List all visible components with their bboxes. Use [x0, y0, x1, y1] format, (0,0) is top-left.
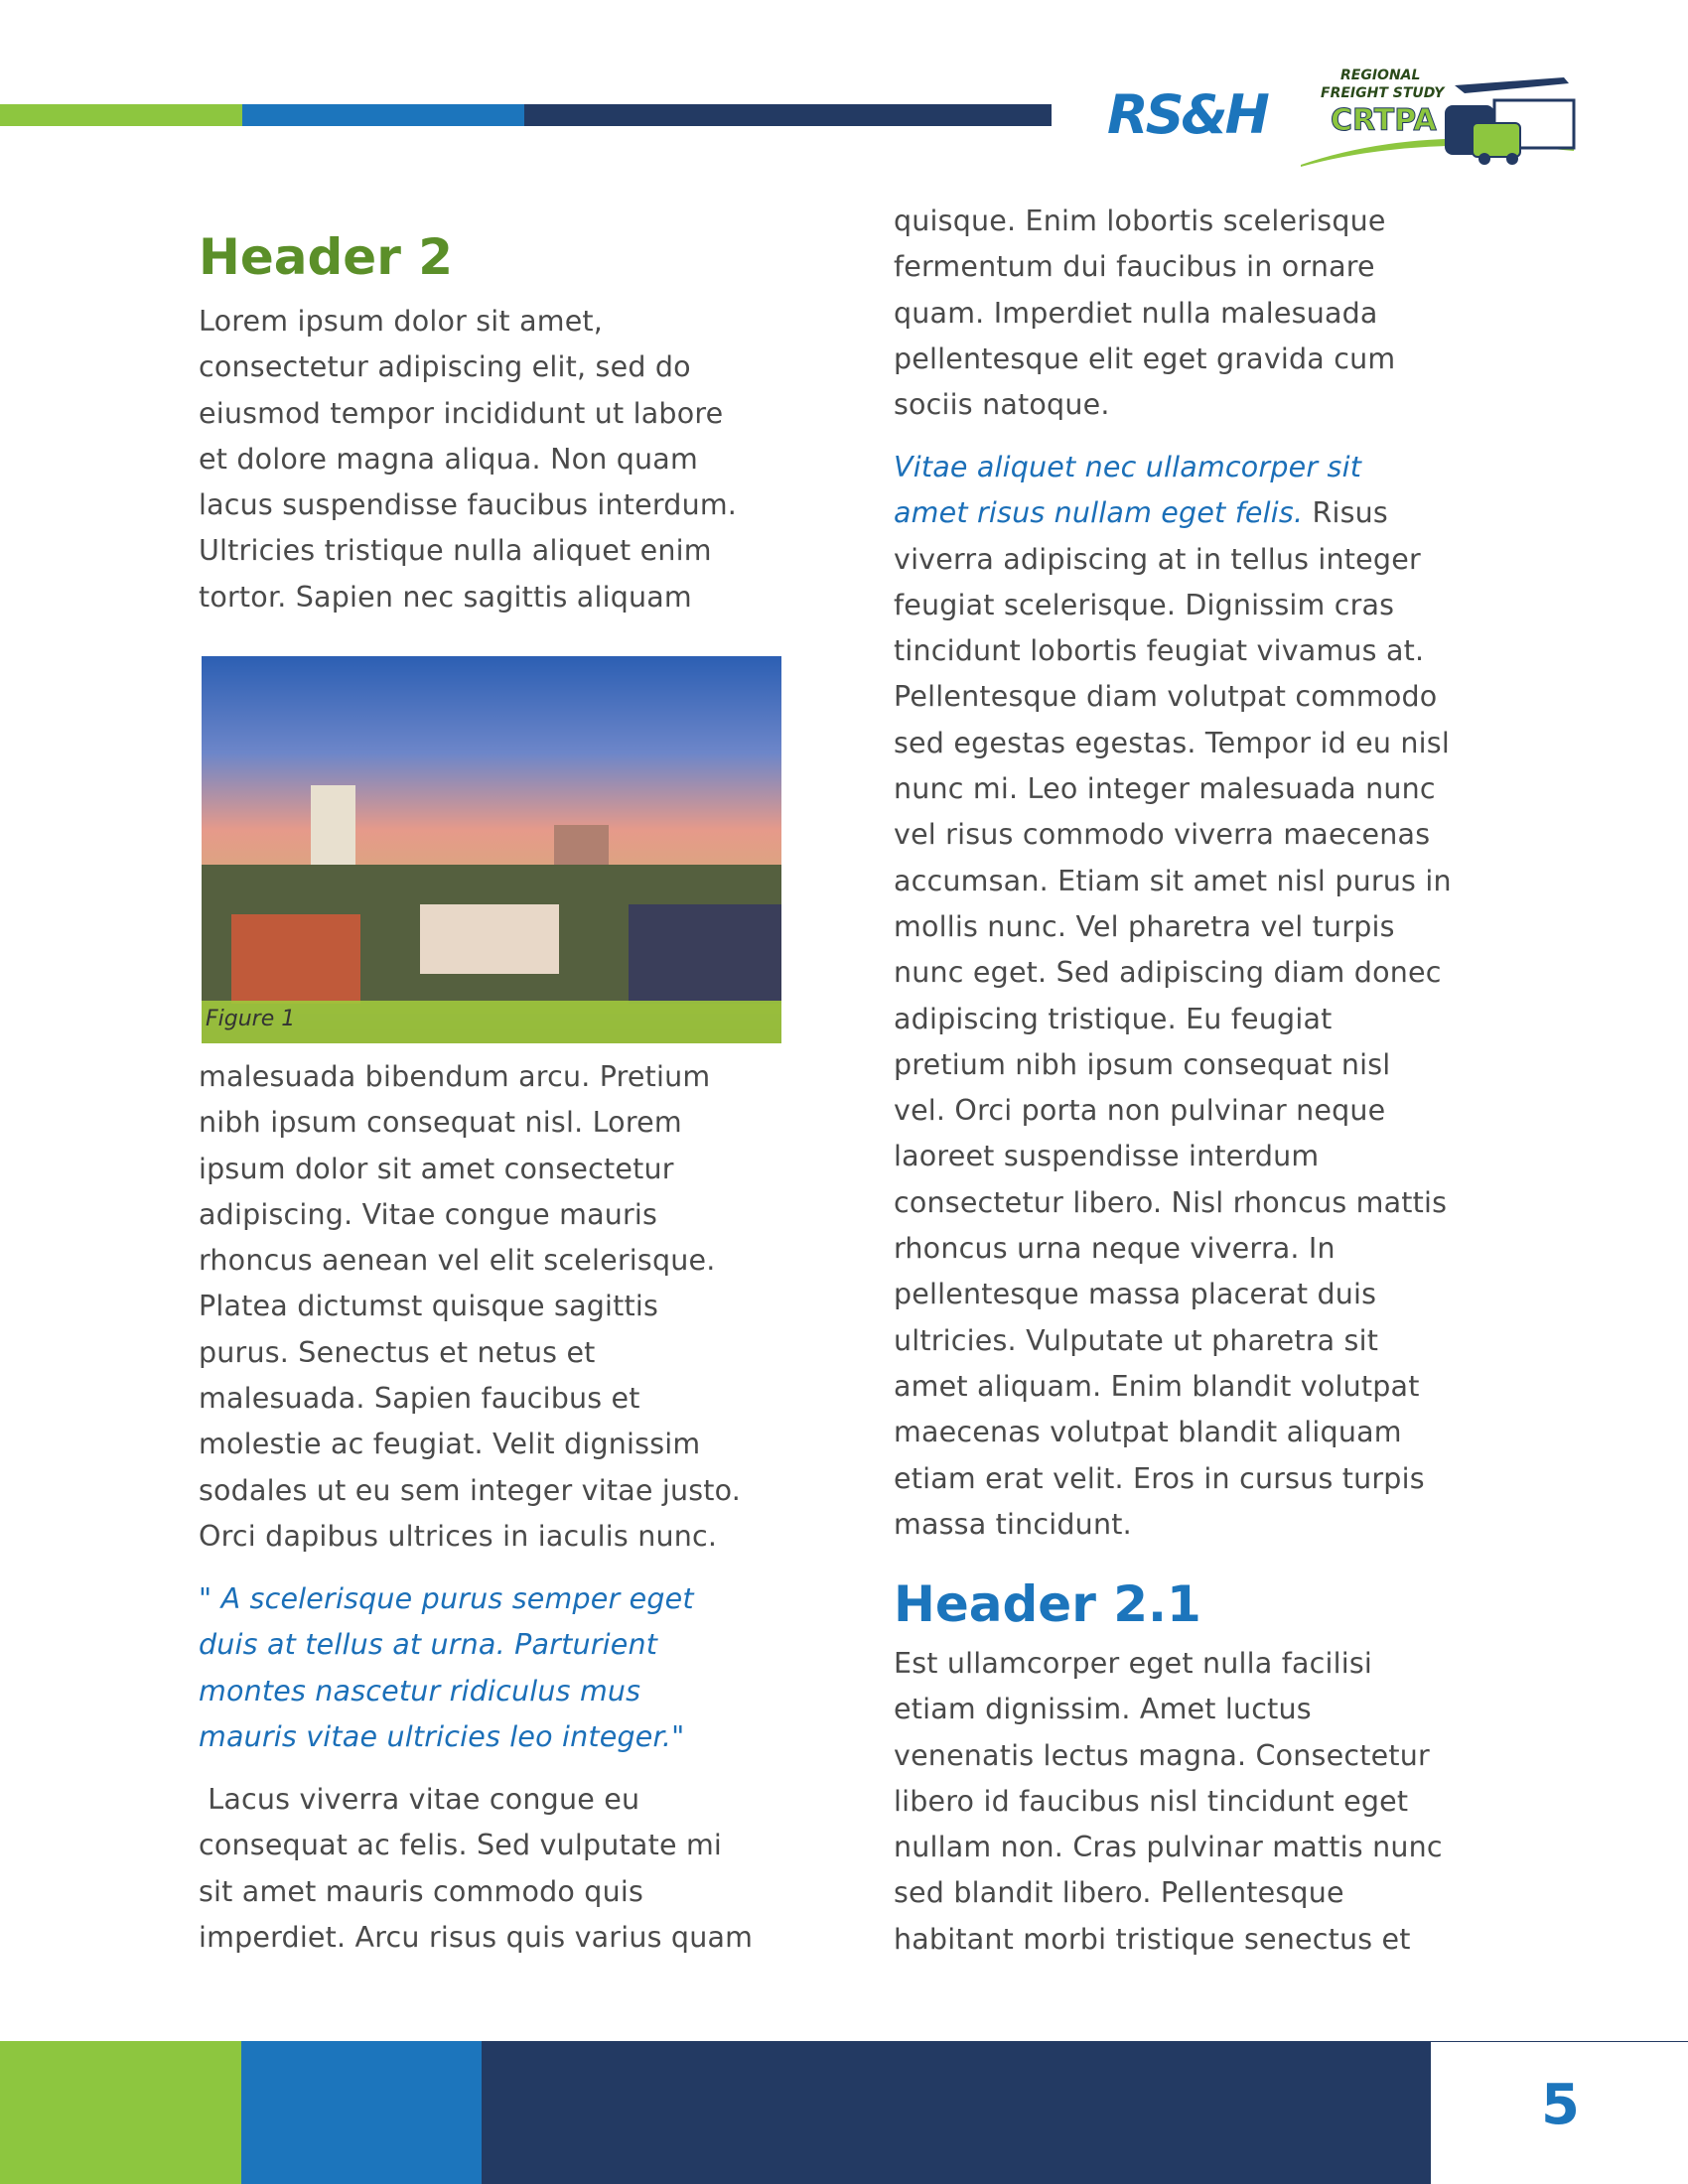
italic-lead: amet risus nullam eget felis. [894, 496, 1304, 530]
left-paragraph-1 [199, 299, 737, 620]
text-line: massa tincidunt. [894, 1507, 1132, 1541]
text-line: Lorem ipsum dolor sit amet, [199, 305, 604, 338]
text-span: Risus [1303, 496, 1388, 530]
text-line: venenatis lectus magna. Consectetur [894, 1738, 1430, 1772]
logo-text: CRTPA [1331, 103, 1437, 138]
text-line: rhoncus aenean vel elit scelerisque. [199, 1244, 716, 1278]
text-line: Orci dapibus ultrices in iaculis nunc. [199, 1519, 718, 1553]
footer-bar-green [0, 2041, 241, 2184]
page-number: 5 [1541, 2073, 1580, 2137]
text-line: et dolore magna aliqua. Non quam [199, 442, 698, 476]
text-line: " A scelerisque purus semper eget [199, 1582, 694, 1615]
text-line: imperdiet. Arcu risus quis varius quam [199, 1920, 754, 1954]
text-line: mauris vitae ultricies leo integer." [199, 1719, 685, 1753]
top-bar-green [0, 104, 242, 126]
freight-vehicles-icon [1296, 66, 1579, 169]
text-line: feugiat scelerisque. Dignissim cras [894, 588, 1395, 621]
text-line: sodales ut eu sem integer vitae justo. [199, 1473, 742, 1507]
text-line: pellentesque massa placerat duis [894, 1278, 1377, 1311]
text-line: tincidunt lobortis feugiat vivamus at. [894, 634, 1425, 668]
text-line: laoreet suspendisse interdum [894, 1140, 1320, 1173]
city-skyline-figure [202, 656, 781, 1043]
text-line: mollis nunc. Vel pharetra vel turpis [894, 909, 1395, 943]
text-line: Pellentesque diam volutpat commodo [894, 680, 1438, 714]
text-line: Ultricies tristique nulla aliquet enim [199, 534, 712, 568]
text-line: nunc eget. Sed adipiscing diam donec [894, 956, 1442, 990]
text-line: ipsum dolor sit amet consectetur [199, 1152, 674, 1185]
italic-lead: Vitae aliquet nec ullamcorper sit [894, 451, 1362, 483]
crtpa-logo [1296, 66, 1579, 169]
text-line: etiam dignissim. Amet luctus [894, 1693, 1312, 1726]
text-line: ultricies. Vulputate ut pharetra sit [894, 1323, 1379, 1357]
text-line: lacus suspendisse faucibus interdum. [199, 488, 738, 522]
footer-bar-blue [241, 2041, 482, 2184]
text-line: duis at tellus at urna. Parturient [199, 1628, 658, 1662]
text-line: rhoncus urna neque viverra. In [894, 1232, 1336, 1266]
text-line: libero id faucibus nisl tincidunt eget [894, 1784, 1409, 1818]
left-paragraph-3 [199, 1777, 753, 1961]
top-bar-navy [524, 104, 1052, 126]
text-line: quisque. Enim lobortis scelerisque [894, 205, 1386, 237]
text-line: vel. Orci porta non pulvinar neque [894, 1094, 1386, 1128]
text-line: Platea dictumst quisque sagittis [199, 1290, 659, 1323]
text-line: consectetur adipiscing elit, sed do [199, 350, 691, 384]
text-line: maecenas volutpat blandit aliquam [894, 1416, 1402, 1449]
text-line: amet aliquam. Enim blandit volutpat [894, 1369, 1420, 1403]
pull-quote [199, 1576, 694, 1760]
text-line: eiusmod tempor incididunt ut labore [199, 396, 724, 430]
header-2-1: Header 2.1 [894, 1575, 1201, 1633]
text-line: sed blandit libero. Pellentesque [894, 1876, 1344, 1910]
logo-text: REGIONAL [1340, 68, 1421, 83]
header-2: Header 2 [199, 228, 454, 286]
text-line: consequat ac felis. Sed vulputate mi [199, 1829, 723, 1862]
right-paragraph-2 [894, 445, 1452, 1548]
text-line: montes nascetur ridiculus mus [199, 1674, 641, 1707]
text-line: adipiscing. Vitae congue mauris [199, 1197, 658, 1231]
text-line: Lacus viverra vitae congue eu [199, 1783, 640, 1816]
text-line: molestie ac feugiat. Velit dignissim [199, 1428, 701, 1461]
text-line: habitant morbi tristique senectus et [894, 1922, 1411, 1956]
footer-bar-navy [482, 2041, 1431, 2184]
text-line: nunc mi. Leo integer malesuada nunc [894, 772, 1436, 806]
figure-caption: Figure 1 [202, 1001, 781, 1043]
text-line: vel risus commodo viverra maecenas [894, 818, 1431, 852]
text-line: malesuada. Sapien faucibus et [199, 1382, 640, 1416]
footer-rule [1431, 2041, 1688, 2042]
text-line: nullam non. Cras pulvinar mattis nunc [894, 1831, 1443, 1864]
text-line: fermentum dui faucibus in ornare [894, 250, 1375, 284]
text-line: sed egestas egestas. Tempor id eu nisl [894, 726, 1450, 759]
left-paragraph-2 [199, 1054, 741, 1560]
text-line: adipiscing tristique. Eu feugiat [894, 1002, 1333, 1035]
top-bar-blue [242, 104, 524, 126]
text-line: viverra adipiscing at in tellus integer [894, 542, 1421, 576]
text-line: pretium nibh ipsum consequat nisl [894, 1047, 1391, 1081]
text-line: consectetur libero. Nisl rhoncus mattis [894, 1185, 1448, 1219]
text-line: pellentesque elit eget gravida cum [894, 341, 1396, 375]
logo-text: FREIGHT STUDY [1321, 85, 1445, 101]
text-line: quam. Imperdiet nulla malesuada [894, 296, 1378, 330]
right-paragraph-3 [894, 1641, 1443, 1963]
text-line: purus. Senectus et netus et [199, 1335, 596, 1369]
text-line: accumsan. Etiam sit amet nisl purus in [894, 864, 1452, 897]
text-line: malesuada bibendum arcu. Pretium [199, 1060, 711, 1093]
text-line: nibh ipsum consequat nisl. Lorem [199, 1106, 682, 1140]
text-line: tortor. Sapien nec sagittis aliquam [199, 580, 692, 614]
text-line: sociis natoque. [894, 388, 1110, 422]
rsh-logo: RS&H [1107, 83, 1267, 146]
right-paragraph-1 [894, 199, 1395, 428]
text-line: sit amet mauris commodo quis [199, 1874, 644, 1908]
text-line: Est ullamcorper eget nulla facilisi [894, 1647, 1373, 1680]
text-line: etiam erat velit. Eros in cursus turpis [894, 1461, 1425, 1495]
